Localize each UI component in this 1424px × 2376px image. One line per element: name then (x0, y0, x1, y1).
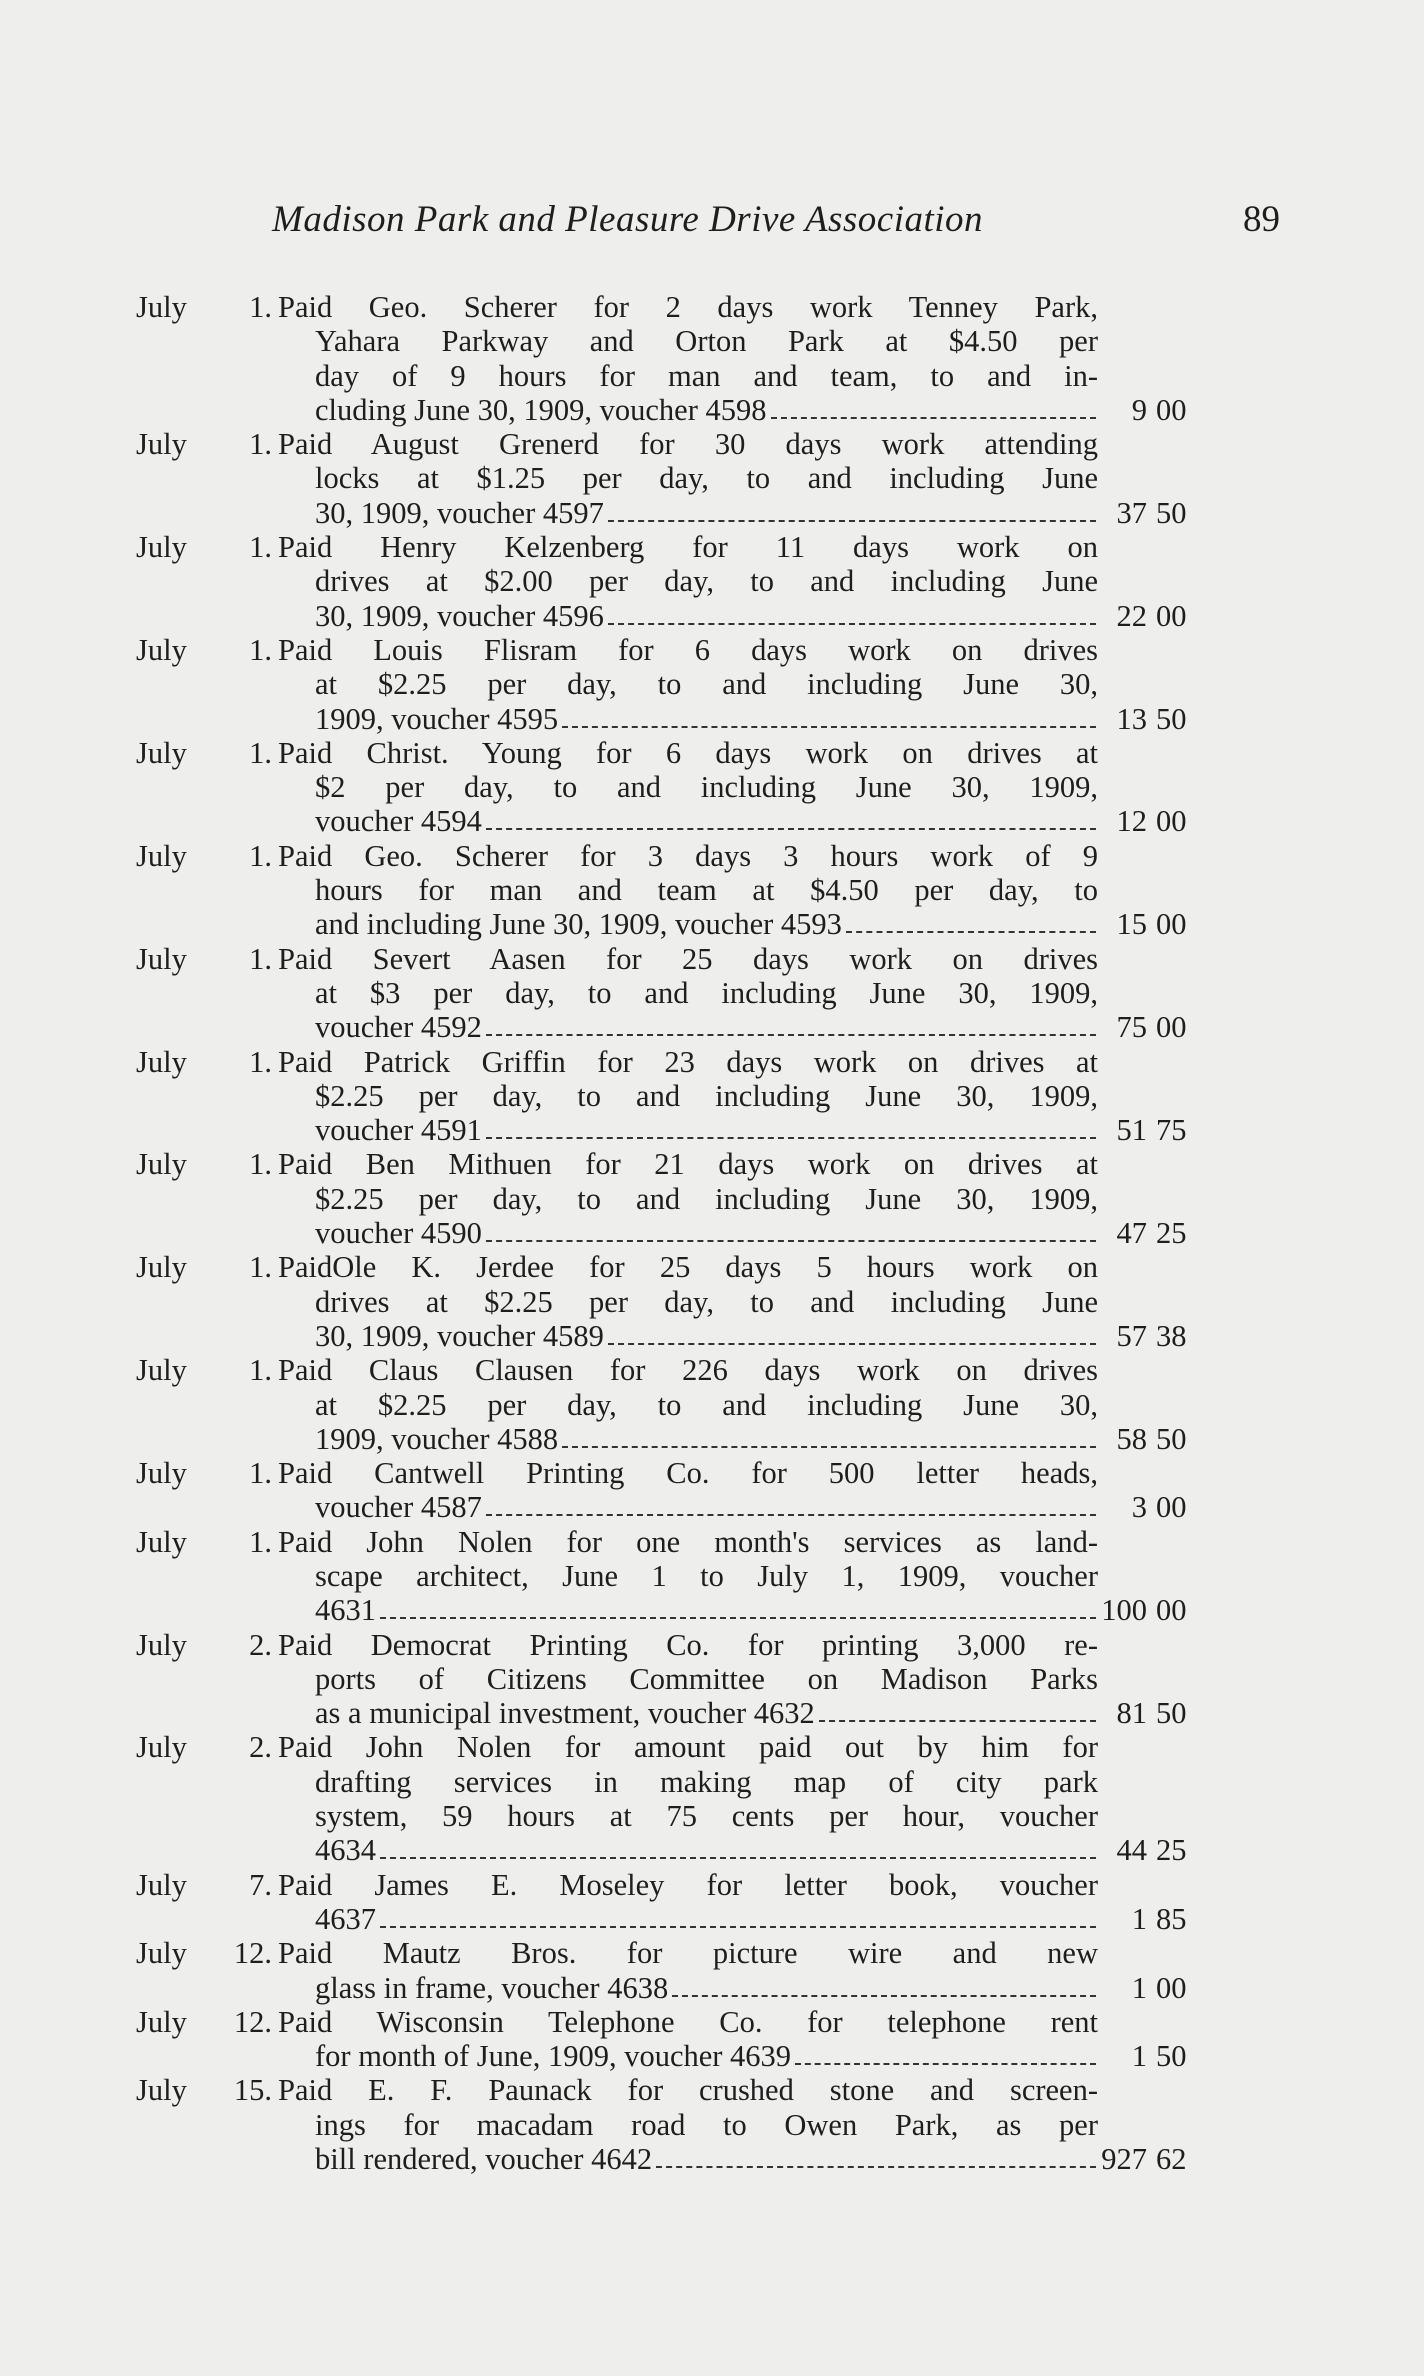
entry-line: at $2.25 per day, to and including June 30, (315, 667, 1098, 702)
entry-amount (1098, 427, 1288, 530)
entry-description (278, 1868, 1098, 1937)
entry-line (278, 1833, 1098, 1867)
entry-line-text: as a municipal investment, voucher 4632 (315, 1696, 815, 1731)
entry-line: hours for man and team at $4.50 per day, to (315, 873, 1098, 908)
entry-day: 1. (249, 941, 272, 976)
entry-line: Paid Cantwell Printing Co. for 500 letter heads, (278, 1456, 1098, 1491)
entry-line-text: 1909, voucher 4595 (315, 701, 559, 736)
ledger-entry (0, 839, 1424, 942)
ledger-entry (0, 2005, 1424, 2074)
entry-description (278, 2073, 1098, 2176)
entry-line (278, 907, 1098, 941)
entry-line: Paid John Nolen for amount paid out by him for (278, 1730, 1098, 1765)
ledger-entries (0, 290, 1424, 2176)
entry-line (278, 599, 1098, 633)
entry-line-text: glass in frame, voucher 4638 (315, 1970, 669, 2005)
entry-day: 1. (249, 632, 272, 667)
entry-line (278, 804, 1098, 838)
entry-line: Paid August Grenerd for 30 days work attending (278, 427, 1098, 462)
entry-line (278, 1902, 1098, 1936)
amount-dollars: 81 (1116, 1696, 1147, 1731)
ledger-entry (0, 1525, 1424, 1628)
ledger-entry (0, 1730, 1424, 1867)
entry-line: Paid Geo. Scherer for 2 days work Tenney Park, (278, 290, 1098, 324)
entry-line: PaidOle K. Jerdee for 25 days 5 hours work on (278, 1250, 1098, 1285)
entry-day: 1. (249, 290, 272, 324)
dotted-leader (380, 1902, 1096, 1928)
entry-month: July (136, 1353, 187, 1388)
ledger-entry (0, 427, 1424, 530)
entry-description (278, 1730, 1098, 1867)
entry-line: day of 9 hours for man and team, to and in- (315, 358, 1098, 393)
dotted-leader (771, 393, 1097, 419)
amount-dollars: 12 (1116, 804, 1147, 839)
entry-description (278, 2005, 1098, 2074)
entry-amount (1098, 1628, 1288, 1731)
ledger-entry (0, 530, 1424, 633)
amount-cents: 75 (1156, 1113, 1187, 1148)
entry-month: July (136, 1867, 187, 1902)
entry-amount (1098, 942, 1288, 1045)
entry-month: July (136, 632, 187, 667)
amount-dollars: 47 (1116, 1216, 1147, 1251)
entry-line-text: 30, 1909, voucher 4589 (315, 1318, 604, 1353)
entry-amount (1098, 1868, 1288, 1937)
amount-cents: 38 (1156, 1318, 1187, 1353)
entry-day: 12. (233, 1936, 272, 1971)
entry-line-text: voucher 4591 (315, 1113, 482, 1148)
entry-month: July (136, 941, 187, 976)
amount-dollars: 37 (1116, 495, 1147, 530)
dotted-leader (608, 1319, 1096, 1345)
ledger-entry (0, 1353, 1424, 1456)
entry-amount (1098, 290, 1288, 427)
entry-description (278, 530, 1098, 633)
entry-line: $2 per day, to and including June 30, 1909, (315, 770, 1098, 805)
entry-day: 15. (233, 2073, 272, 2108)
entry-month: July (136, 1524, 187, 1559)
amount-cents: 62 (1156, 2142, 1187, 2177)
entry-amount (1098, 530, 1288, 633)
amount-dollars: 75 (1116, 1010, 1147, 1045)
amount-cents: 50 (1156, 701, 1187, 736)
entry-line (278, 2039, 1098, 2073)
entry-line: $2.25 per day, to and including June 30, 1909, (315, 1078, 1098, 1113)
entry-line: Yahara Parkway and Orton Park at $4.50 per (315, 324, 1098, 359)
entry-line: ports of Citizens Committee on Madison Parks (315, 1661, 1098, 1696)
entry-line (278, 1490, 1098, 1524)
entry-line (278, 702, 1098, 736)
entry-line: at $3 per day, to and including June 30, 1909, (315, 975, 1098, 1010)
entry-line-text: 1909, voucher 4588 (315, 1421, 559, 1456)
entry-line-text: for month of June, 1909, voucher 4639 (315, 2039, 792, 2074)
entry-line-text: 30, 1909, voucher 4597 (315, 495, 604, 530)
entry-line: locks at $1.25 per day, to and including June (315, 461, 1098, 496)
entry-description (278, 1936, 1098, 2005)
entry-line-text: voucher 4594 (315, 804, 482, 839)
entry-line: scape architect, June 1 to July 1, 1909, voucher (315, 1558, 1098, 1593)
dotted-leader (486, 1010, 1096, 1036)
amount-cents: 00 (1156, 804, 1187, 839)
entry-line (278, 1216, 1098, 1250)
entry-line: Paid Geo. Scherer for 3 days 3 hours work of 9 (278, 838, 1098, 873)
entry-month: July (136, 530, 187, 565)
entry-line: Paid Democrat Printing Co. for printing 3,000 re- (278, 1627, 1098, 1662)
amount-dollars: 22 (1116, 598, 1147, 633)
amount-cents: 85 (1156, 1901, 1187, 1936)
entry-line: Paid John Nolen for one month's services as land- (278, 1524, 1098, 1559)
entry-day: 1. (249, 427, 272, 462)
entry-month: July (136, 1936, 187, 1971)
running-title: Madison Park and Pleasure Drive Association (272, 199, 984, 240)
dotted-leader (819, 1696, 1096, 1722)
entry-day: 1. (249, 1353, 272, 1388)
entry-amount (1098, 1147, 1288, 1250)
amount-cents: 00 (1156, 598, 1187, 633)
entry-day: 12. (233, 2004, 272, 2039)
ledger-entry (0, 290, 1424, 427)
entry-line-text: voucher 4592 (315, 1010, 482, 1045)
amount-dollars: 1 (1131, 1970, 1147, 2005)
entry-line: Paid Patrick Griffin for 23 days work on drives at (278, 1044, 1098, 1079)
amount-cents: 25 (1156, 1833, 1187, 1868)
entry-amount (1098, 2005, 1288, 2074)
entry-line (278, 496, 1098, 530)
dotted-leader (486, 1216, 1096, 1242)
dotted-leader (380, 1593, 1096, 1619)
entry-line: Paid James E. Moseley for letter book, voucher (278, 1867, 1098, 1902)
entry-line: ings for macadam road to Owen Park, as per (315, 2107, 1098, 2142)
dotted-leader (380, 1833, 1096, 1859)
entry-description (278, 1628, 1098, 1731)
entry-line-text: 4634 (315, 1833, 376, 1868)
amount-cents: 00 (1156, 1970, 1187, 2005)
entry-month: July (136, 427, 187, 462)
entry-description (278, 1147, 1098, 1250)
entry-description (278, 1353, 1098, 1456)
ledger-entry (0, 1936, 1424, 2005)
entry-line: Paid Ben Mithuen for 21 days work on drives at (278, 1147, 1098, 1182)
dotted-leader (672, 1971, 1096, 1997)
amount-dollars: 100 (1101, 1593, 1147, 1628)
entry-description (278, 839, 1098, 942)
entry-description (278, 633, 1098, 736)
dotted-leader (846, 907, 1096, 933)
entry-description (278, 942, 1098, 1045)
amount-cents: 00 (1156, 1490, 1187, 1525)
dotted-leader (608, 599, 1096, 625)
amount-cents: 00 (1156, 1010, 1187, 1045)
entry-line (278, 393, 1098, 427)
ledger-entry (0, 942, 1424, 1045)
entry-line: Paid Louis Flisram for 6 days work on drives (278, 632, 1098, 667)
amount-cents: 00 (1156, 1593, 1187, 1628)
entry-line (278, 1593, 1098, 1627)
entry-day: 1. (249, 1044, 272, 1079)
entry-month: July (136, 1147, 187, 1182)
amount-cents: 00 (1156, 392, 1187, 427)
dotted-leader (486, 804, 1096, 830)
entry-line: drives at $2.25 per day, to and including June (315, 1284, 1098, 1319)
entry-description (278, 427, 1098, 530)
entry-line-text: voucher 4587 (315, 1490, 482, 1525)
entry-month: July (136, 1730, 187, 1765)
entry-day: 7. (249, 1867, 272, 1902)
ledger-entry (0, 1868, 1424, 1937)
entry-line: Paid Christ. Young for 6 days work on drives at (278, 735, 1098, 770)
entry-line: $2.25 per day, to and including June 30, 1909, (315, 1181, 1098, 1216)
entry-line (278, 1113, 1098, 1147)
entry-day: 1. (249, 1524, 272, 1559)
entry-day: 1. (249, 1456, 272, 1491)
entry-month: July (136, 2004, 187, 2039)
amount-cents: 50 (1156, 1421, 1187, 1456)
entry-line-text: bill rendered, voucher 4642 (315, 2142, 653, 2177)
amount-dollars: 9 (1131, 392, 1147, 427)
entry-description (278, 736, 1098, 839)
dotted-leader (795, 2039, 1096, 2065)
entry-line (278, 2142, 1098, 2176)
entry-amount (1098, 1250, 1288, 1353)
entry-line: Paid Wisconsin Telephone Co. for telephone rent (278, 2004, 1098, 2039)
amount-dollars: 927 (1101, 2142, 1147, 2177)
entry-day: 2. (249, 1730, 272, 1765)
dotted-leader (656, 2142, 1096, 2168)
amount-cents: 25 (1156, 1216, 1187, 1251)
ledger-entry (0, 736, 1424, 839)
entry-line-text: 4637 (315, 1901, 376, 1936)
entry-description (278, 1250, 1098, 1353)
entry-amount (1098, 1730, 1288, 1867)
entry-line-text: voucher 4590 (315, 1216, 482, 1251)
entry-description (278, 290, 1098, 427)
entry-description (278, 1045, 1098, 1148)
entry-amount (1098, 1456, 1288, 1525)
entry-amount (1098, 1353, 1288, 1456)
entry-month: July (136, 1456, 187, 1491)
amount-dollars: 3 (1131, 1490, 1147, 1525)
entry-month: July (136, 290, 187, 324)
entry-amount (1098, 2073, 1288, 2176)
entry-month: July (136, 735, 187, 770)
entry-line-text: 30, 1909, voucher 4596 (315, 598, 604, 633)
entry-description (278, 1456, 1098, 1525)
entry-line (278, 1696, 1098, 1730)
entry-line (278, 1010, 1098, 1044)
amount-dollars: 57 (1116, 1318, 1147, 1353)
entry-amount (1098, 1045, 1288, 1148)
ledger-entry (0, 1456, 1424, 1525)
amount-dollars: 1 (1131, 2039, 1147, 2074)
entry-amount (1098, 1936, 1288, 2005)
ledger-entry (0, 633, 1424, 736)
amount-dollars: 1 (1131, 1901, 1147, 1936)
amount-dollars: 15 (1116, 907, 1147, 942)
amount-cents: 50 (1156, 1696, 1187, 1731)
entry-line-text: 4631 (315, 1593, 376, 1628)
dotted-leader (486, 1113, 1096, 1139)
entry-line: Paid Henry Kelzenberg for 11 days work on (278, 530, 1098, 565)
entry-line: Paid Claus Clausen for 226 days work on drives (278, 1353, 1098, 1388)
amount-cents: 00 (1156, 907, 1187, 942)
entry-month: July (136, 1044, 187, 1079)
entry-month: July (136, 1250, 187, 1285)
ledger-entry (0, 1147, 1424, 1250)
entry-amount (1098, 1525, 1288, 1628)
entry-line: drafting services in making map of city park (315, 1764, 1098, 1799)
entry-day: 1. (249, 838, 272, 873)
entry-day: 1. (249, 735, 272, 770)
ledger-entry (0, 1628, 1424, 1731)
entry-amount (1098, 839, 1288, 942)
amount-dollars: 44 (1116, 1833, 1147, 1868)
dotted-leader (562, 1422, 1096, 1448)
amount-dollars: 51 (1116, 1113, 1147, 1148)
entry-line: at $2.25 per day, to and including June 30, (315, 1387, 1098, 1422)
entry-line: Paid E. F. Paunack for crushed stone and screen- (278, 2073, 1098, 2108)
dotted-leader (486, 1490, 1096, 1516)
entry-line-text: cluding June 30, 1909, voucher 4598 (315, 392, 767, 427)
entry-line (278, 1971, 1098, 2005)
amount-dollars: 13 (1116, 701, 1147, 736)
entry-month: July (136, 1627, 187, 1662)
entry-line (278, 1422, 1098, 1456)
entry-month: July (136, 838, 187, 873)
dotted-leader (562, 702, 1096, 728)
entry-line: Paid Mautz Bros. for picture wire and new (278, 1936, 1098, 1971)
page-number: 89 (1243, 199, 1280, 240)
dotted-leader (608, 496, 1096, 522)
amount-dollars: 58 (1116, 1421, 1147, 1456)
amount-cents: 50 (1156, 495, 1187, 530)
ledger-entry (0, 2073, 1424, 2176)
entry-day: 2. (249, 1627, 272, 1662)
ledger-entry (0, 1045, 1424, 1148)
entry-line: drives at $2.00 per day, to and including June (315, 564, 1098, 599)
entry-line: Paid Severt Aasen for 25 days work on drives (278, 941, 1098, 976)
entry-line (278, 1319, 1098, 1353)
entry-day: 1. (249, 1147, 272, 1182)
ledger-entry (0, 1250, 1424, 1353)
amount-cents: 50 (1156, 2039, 1187, 2074)
entry-line: system, 59 hours at 75 cents per hour, voucher (315, 1799, 1098, 1834)
entry-month: July (136, 2073, 187, 2108)
entry-amount (1098, 736, 1288, 839)
entry-amount (1098, 633, 1288, 736)
entry-day: 1. (249, 530, 272, 565)
entry-description (278, 1525, 1098, 1628)
entry-day: 1. (249, 1250, 272, 1285)
entry-line-text: and including June 30, 1909, voucher 4593 (315, 907, 842, 942)
